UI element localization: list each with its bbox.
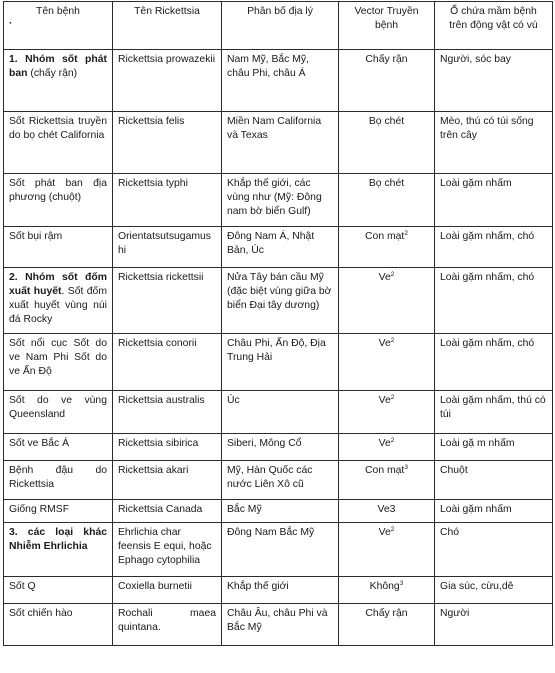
header-vector: Vector Truyền bệnh (339, 2, 435, 50)
table-header (4, 2, 553, 50)
table-row (4, 391, 553, 434)
header-mark: · (9, 18, 13, 29)
table-row (4, 500, 553, 523)
reservoir-cell: Loài gặ m nhấm (435, 434, 553, 461)
disease-cell: 1. Nhóm sốt phát ban (chấy rận) (4, 50, 113, 112)
header-rickettsia-name: Tên Rickettsia (113, 2, 222, 50)
reservoir-cell: Mèo, thú có túi sống trên cây (435, 112, 553, 174)
disease-cell: Sốt nổi cục Sốt do ve Nam Phi Sốt do ve Ấn Độ (4, 334, 113, 391)
geo-cell: Đông Nam Bắc Mỹ (222, 523, 339, 577)
reservoir-cell: Loài gặm nhấm, thú có túi (435, 391, 553, 434)
reservoir-cell: Loài gặm nhấm, chó (435, 334, 553, 391)
reservoir-cell: Người (435, 604, 553, 646)
geo-cell: Mỹ, Hàn Quốc các nước Liên Xô cũ (222, 461, 339, 500)
table-row (4, 523, 553, 577)
rickettsia-cell: Rickettsia australis (113, 391, 222, 434)
geo-cell: Đông Nam Á, Nhật Bản, Úc (222, 227, 339, 268)
vector-cell: Bọ chét (339, 112, 435, 174)
table-row (4, 268, 553, 334)
table-row (4, 50, 553, 112)
vector-cell: Con mạt$^2$ (339, 227, 435, 268)
disease-cell: Bệnh đậu do Rickettsia (4, 461, 113, 500)
rickettsia-cell: Rickettsia conorii (113, 334, 222, 391)
disease-cell: Sốt Q (4, 577, 113, 604)
reservoir-cell: Chuột (435, 461, 553, 500)
rickettsia-cell: Rickettsia prowazekii (113, 50, 222, 112)
disease-cell: Sốt Rickettsia truyền do bọ chét California (4, 112, 113, 174)
disease-cell: 3. các loại khác Nhiễm Ehrlichia (4, 523, 113, 577)
vector-cell: Ve3 (339, 500, 435, 523)
header-geographic-distribution: Phân bố địa lý (222, 2, 339, 50)
header-row (4, 2, 553, 50)
table-row (4, 227, 553, 268)
geo-cell: Bắc Mỹ (222, 500, 339, 523)
reservoir-cell: Người, sóc bay (435, 50, 553, 112)
vector-cell: Con mạt$^3$ (339, 461, 435, 500)
disease-cell: Sốt chiến hào (4, 604, 113, 646)
vector-cell: Bọ chét (339, 174, 435, 227)
rickettsia-cell: Orientatsutsugamushi (113, 227, 222, 268)
disease-cell: Sốt do ve vùng Queensland (4, 391, 113, 434)
rickettsia-cell: Rickettsia typhi (113, 174, 222, 227)
rickettsia-cell: Coxiella burnetii (113, 577, 222, 604)
rickettsia-cell: Rickettsia rickettsii (113, 268, 222, 334)
geo-cell: Nam Mỹ, Bắc Mỹ, châu Phi, châu Á (222, 50, 339, 112)
reservoir-cell: Chó (435, 523, 553, 577)
rickettsia-cell: Rochali maea quintana. (113, 604, 222, 646)
disease-cell: 2. Nhóm sốt đốm xuất huyết. Sốt đốm xuất huyết vùng núi đá Rocky (4, 268, 113, 334)
geo-cell: Nửa Tây bán cầu Mỹ (đặc biệt vùng giữa bờ biển Đại tây dương) (222, 268, 339, 334)
vector-cell: Ve$^2$ (339, 434, 435, 461)
vector-cell: Không$^3$ (339, 577, 435, 604)
vector-cell: Ve$^2$ (339, 268, 435, 334)
disease-cell: Giống RMSF (4, 500, 113, 523)
table-row (4, 577, 553, 604)
geo-cell: Châu Phi, Ấn Độ, Địa Trung Hải (222, 334, 339, 391)
geo-cell: Khắp thế giới (222, 577, 339, 604)
table-row (4, 174, 553, 227)
header-disease-name: Tên bệnh · (4, 2, 113, 50)
vector-cell: Ve$^2$ (339, 523, 435, 577)
vector-cell: Chấy rận (339, 604, 435, 646)
rickettsia-table (3, 1, 553, 646)
table-row (4, 434, 553, 461)
table-row (4, 112, 553, 174)
reservoir-cell: Gia súc, cừu,dê (435, 577, 553, 604)
geo-cell: Châu Âu, châu Phi và Bắc Mỹ (222, 604, 339, 646)
vector-cell: Ve$^2$ (339, 391, 435, 434)
table-row (4, 461, 553, 500)
rickettsia-cell: Rickettsia Canada (113, 500, 222, 523)
geo-cell: Úc (222, 391, 339, 434)
vector-cell: Chấy rận (339, 50, 435, 112)
reservoir-cell: Loài gặm nhấm, chó (435, 268, 553, 334)
disease-cell: Sốt phát ban địa phương (chuột) (4, 174, 113, 227)
header-reservoir: Ổ chứa mầm bệnh trên động vật có vú (435, 2, 553, 50)
disease-cell: Sốt ve Bắc Á (4, 434, 113, 461)
reservoir-cell: Loài gặm nhấm (435, 174, 553, 227)
vector-cell: Ve$^2$ (339, 334, 435, 391)
disease-cell: Sốt bụi rậm (4, 227, 113, 268)
rickettsia-cell: Rickettsia felis (113, 112, 222, 174)
geo-cell: Khắp thế giới, các vùng như (Mỹ: Đông nam bờ biển Gulf) (222, 174, 339, 227)
reservoir-cell: Loài gặm nhấm (435, 500, 553, 523)
geo-cell: Siberi, Mông Cổ (222, 434, 339, 461)
table-row (4, 604, 553, 646)
table-row (4, 334, 553, 391)
geo-cell: Miền Nam California và Texas (222, 112, 339, 174)
table-body (4, 50, 553, 646)
rickettsia-cell: Rickettsia akari (113, 461, 222, 500)
rickettsia-cell: Ehrlichia char feensis E equi, hoặc Ephago cytophilia (113, 523, 222, 577)
reservoir-cell: Loài gặm nhấm, chó (435, 227, 553, 268)
rickettsia-cell: Rickettsia sibirica (113, 434, 222, 461)
